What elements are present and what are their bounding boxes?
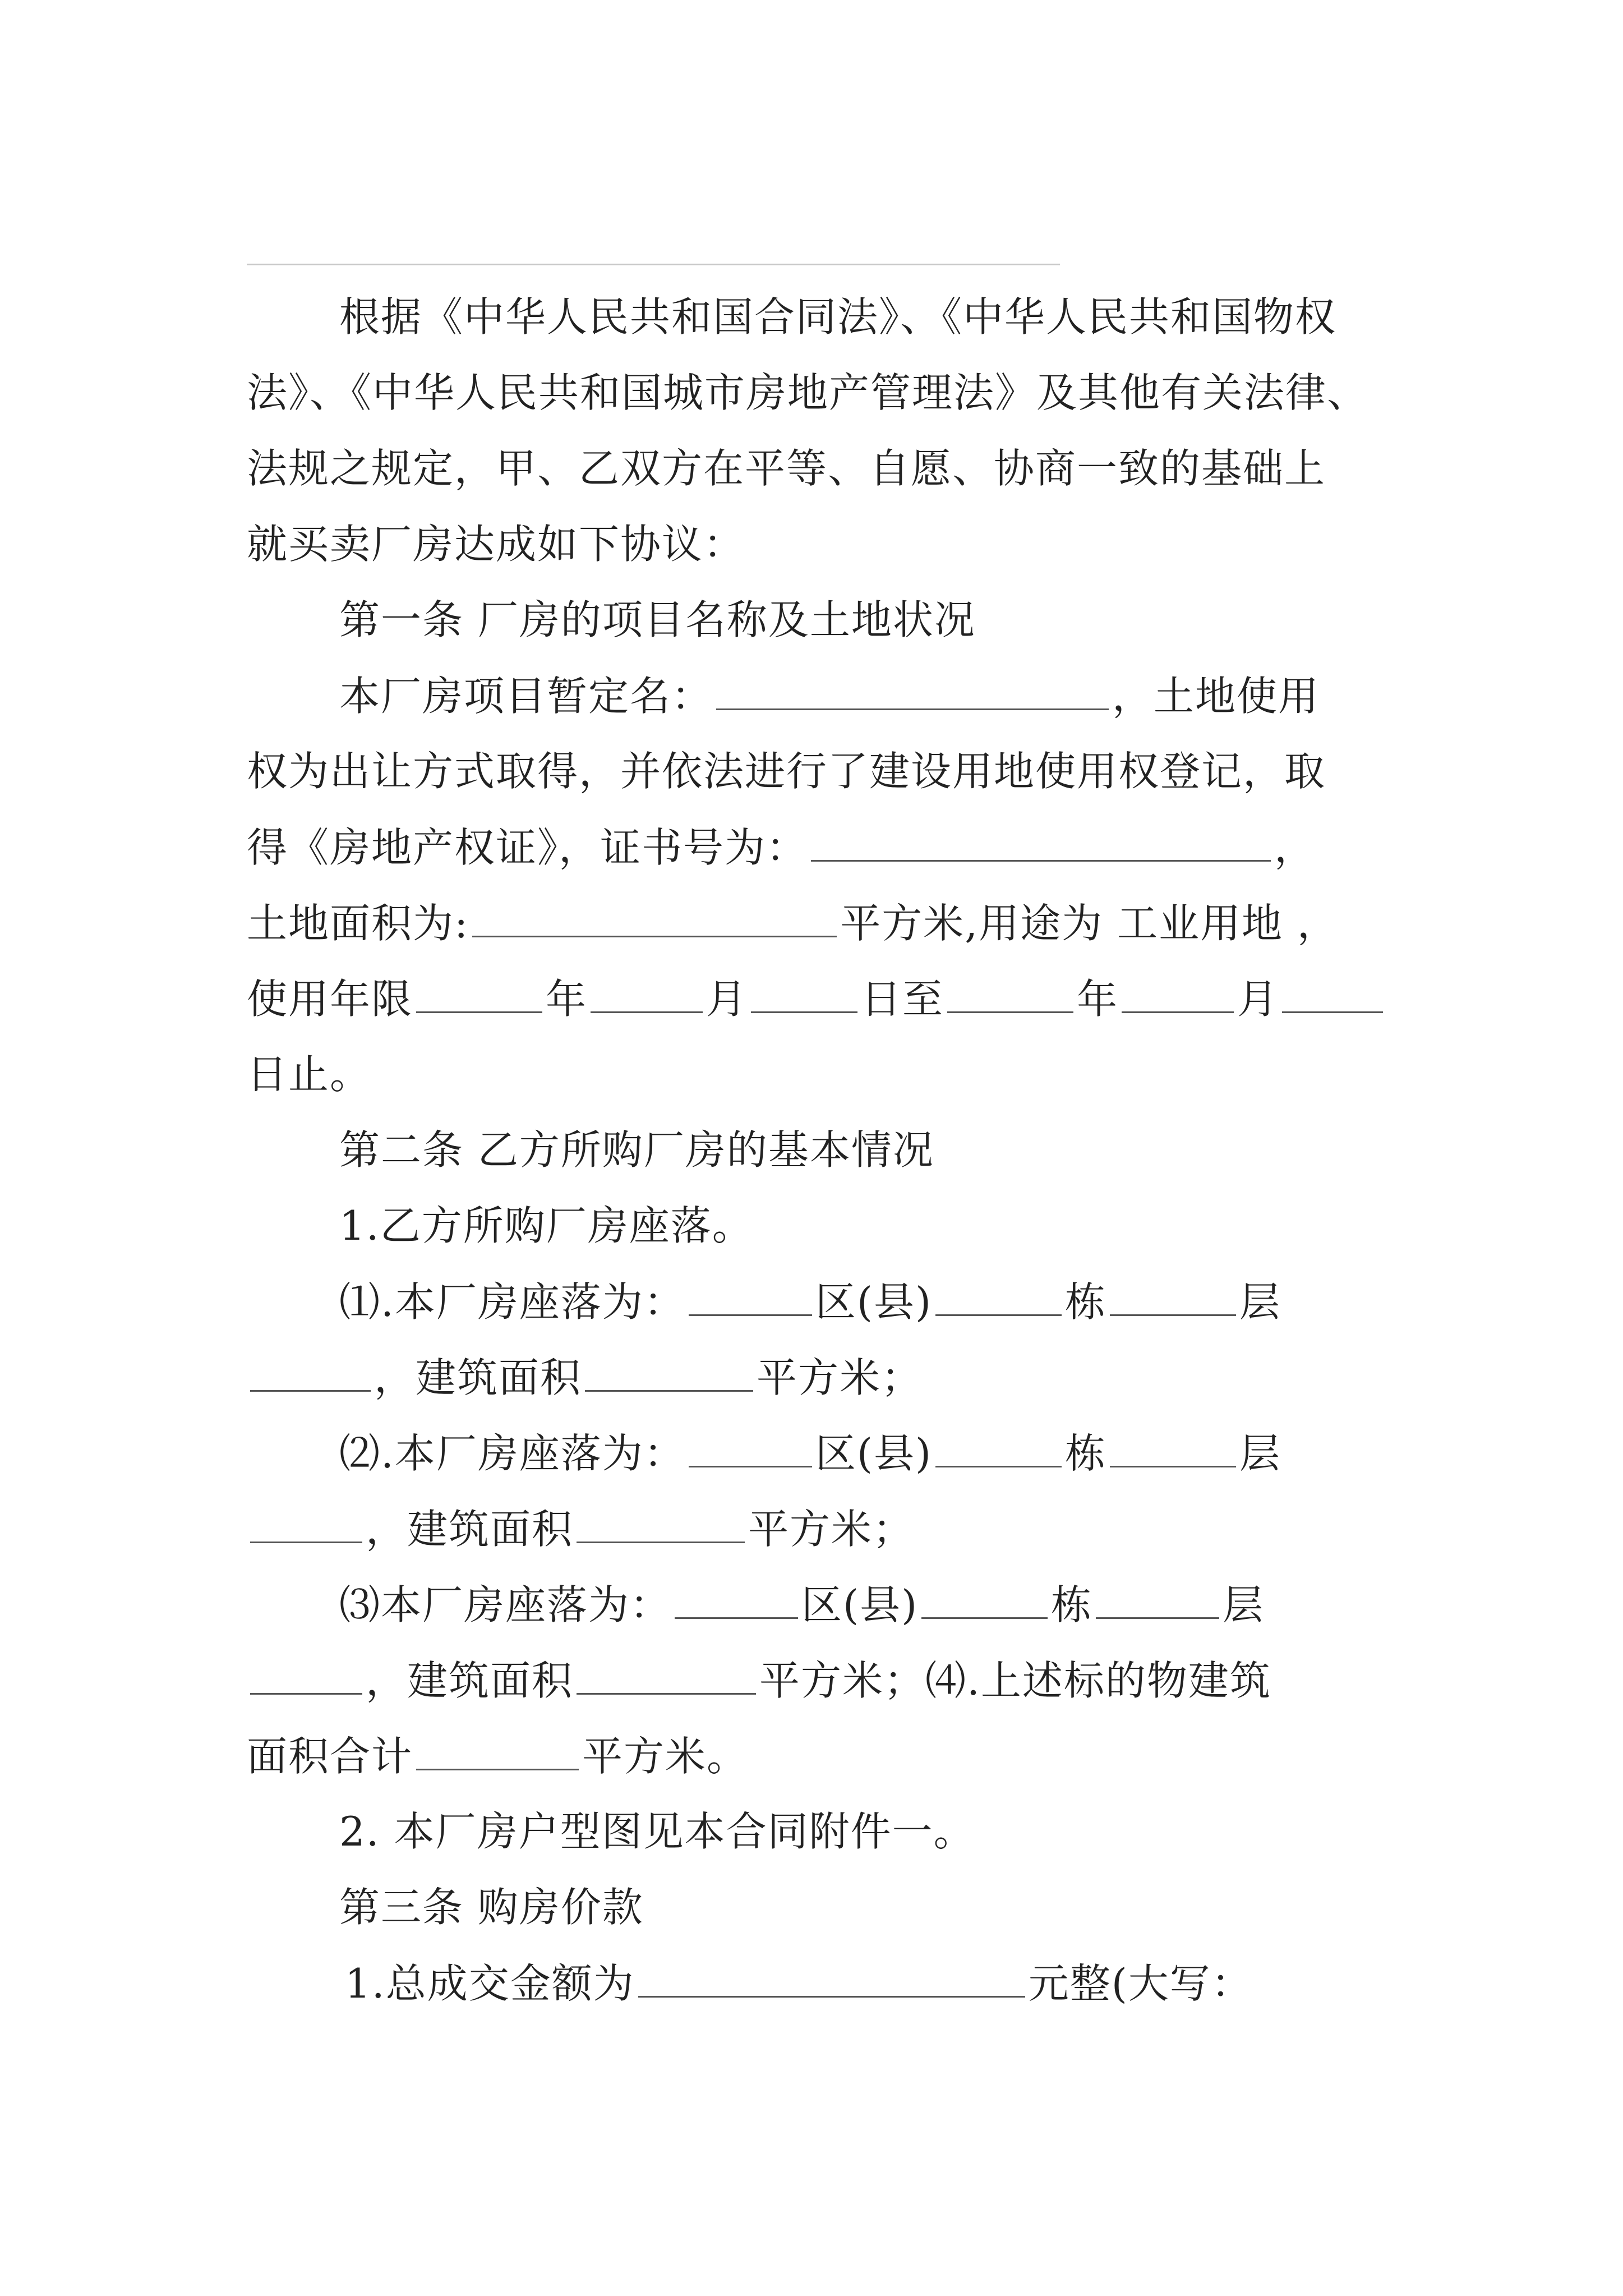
intro-line-3 [247,438,1469,499]
location-1-line [339,1271,1469,1332]
total-amount-blank [638,1952,1025,1998]
sqm-label-1: 平方米； [757,1354,923,1401]
land-use-purpose: 平方米,用途为 工业用地 ， [840,900,1339,947]
article3-title [339,1876,1469,1938]
location-3-district-blank [675,1573,798,1619]
district-label-3: 区(县) [801,1581,919,1628]
article1-title [339,589,1469,651]
location-3-area-line [247,1649,1469,1711]
location-2-building-blank [935,1422,1062,1467]
district-label-2: 区(县) [815,1430,933,1477]
total-area-line [247,1725,1469,1787]
district-label-1: 区(县) [815,1278,933,1326]
location-3-area-blank [577,1649,756,1695]
start-day-blank [751,968,857,1013]
location-1-unit-blank [250,1346,371,1392]
location-1-area-line [247,1346,1469,1408]
end-year-blank [947,968,1073,1013]
article3-title-text: 第三条 购房价款 [339,1884,644,1931]
area-label-3: ，建筑面积 [366,1657,574,1704]
start-month-label: 月 [706,976,748,1023]
total-amount-label: 1.总成交金额为 [345,1960,635,2007]
end-year-label: 年 [1077,976,1119,1023]
location-3-building-blank [921,1573,1048,1619]
location-1-building-blank [935,1271,1062,1316]
location-1-district-blank [689,1271,812,1316]
end-month-blank [1122,968,1234,1013]
article1-title-text: 第一条 厂房的项目名称及土地状况 [339,596,976,643]
article2-item-1 [339,1195,1469,1257]
total-area-blank [416,1725,579,1770]
certificate-number-blank [811,816,1271,862]
location-2-area-line [247,1498,1469,1559]
project-name-blank [716,665,1109,710]
intro-text-1: 根据《中华人民共和国合同法》、《中华人民共和国物权 [339,293,1337,341]
article1-text-2: 权为出让方式取得，并依法进行了建设用地使用权登记，取 [247,748,1326,795]
building-label-1: 栋 [1065,1278,1107,1326]
land-area-blank [472,892,837,937]
location-2-district-blank [689,1422,812,1467]
intro-line-2 [247,362,1469,424]
floor-label-3: 层 [1223,1581,1265,1628]
end-month-label: 月 [1237,976,1279,1023]
building-label-2: 栋 [1065,1430,1107,1477]
building-label-3: 栋 [1051,1581,1093,1628]
article2-title [339,1119,1469,1181]
article1-line-3 [247,816,1469,878]
area-label-2: ，建筑面积 [366,1506,574,1553]
day-to-label: 日至 [861,976,944,1023]
location-1-floor-blank [1110,1271,1236,1316]
location-3-line [339,1573,1469,1635]
article2-item-2-text: 2. 本厂房户型图见本合同附件一。 [339,1808,975,1855]
location-2-line [339,1422,1469,1484]
intro-text-3: 法规之规定，甲、乙双方在平等、自愿、协商一致的基础上 [247,445,1326,492]
total-area-unit: 平方米。 [582,1733,749,1780]
project-name-label: 本厂房项目暂定名： [339,673,713,720]
article3-line-1 [345,1952,1475,2014]
certificate-comma: ， [1274,824,1316,871]
article2-title-text: 第二条 乙方所购厂房的基本情况 [339,1126,934,1174]
article2-item-2 [339,1801,1469,1862]
total-area-label: 面积合计 [247,1733,413,1780]
intro-text-4: 就买卖厂房达成如下协议： [247,521,745,568]
land-use-text: ，土地使用 [1112,673,1320,720]
article1-line-6 [247,1043,1469,1105]
term-label: 使用年限 [247,976,413,1023]
area-label-1: ，建筑面积 [374,1354,582,1401]
location-2-floor-blank [1110,1422,1236,1467]
certificate-label: 得《房地产权证》，证书号为： [247,824,808,871]
start-year-blank [416,968,542,1013]
term-end-text: 日止。 [247,1051,372,1098]
start-month-blank [591,968,703,1013]
end-day-blank [1282,968,1383,1013]
start-year-label: 年 [546,976,588,1023]
intro-text-2: 法》、《中华人民共和国城市房地产管理法》及其他有关法律、 [247,369,1369,416]
sqm-label-2: 平方米； [748,1506,915,1553]
location-2-unit-blank [250,1498,362,1543]
floor-label-1: 层 [1239,1278,1281,1326]
intro-line-1 [339,286,1469,348]
location-2-label: ⑵.本厂房座落为： [339,1430,685,1477]
total-intro-text: 平方米；⑷.上述标的物建筑 [759,1657,1271,1704]
article1-line-2 [247,740,1469,802]
location-1-label: ⑴.本厂房座落为： [339,1278,685,1326]
floor-label-2: 层 [1239,1430,1281,1477]
location-1-area-blank [585,1346,753,1392]
article1-line-4 [247,892,1469,954]
location-3-unit-blank [250,1649,362,1695]
location-3-label: ⑶本厂房座落为： [339,1581,672,1628]
article2-item-1-text: 1.乙方所购厂房座落。 [339,1202,754,1249]
intro-line-4 [247,513,1469,575]
article1-line-5 [247,968,1469,1029]
amount-in-words-label: 元整(大写： [1028,1960,1253,2007]
header-rule [247,264,1060,265]
location-3-floor-blank [1096,1573,1219,1619]
article1-line-1 [339,665,1469,726]
land-area-label: 土地面积为: [247,900,469,947]
location-2-area-blank [577,1498,745,1543]
